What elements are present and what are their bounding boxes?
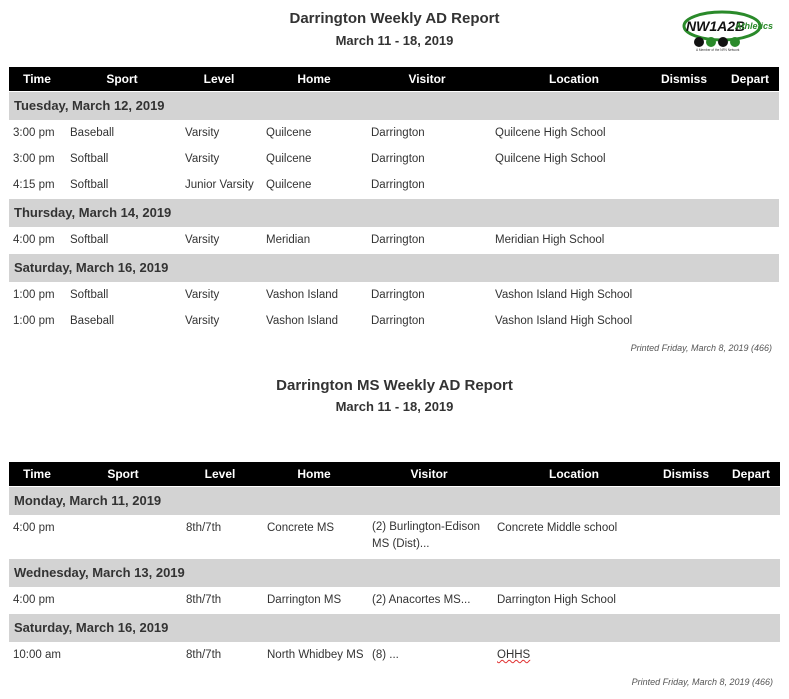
day-header — [9, 254, 779, 282]
table-row — [9, 516, 780, 558]
event-visitor: Darrington — [371, 289, 425, 301]
ms-report-dates: March 11 - 18, 2019 — [335, 399, 454, 414]
event-time: 1:00 pm — [13, 315, 55, 327]
col-visitor: Visitor — [410, 467, 448, 481]
col-visitor: Visitor — [408, 72, 446, 86]
event-home: Vashon Island — [266, 315, 339, 327]
event-location: Concrete Middle school — [497, 522, 618, 534]
svg-text:Athletics: Athletics — [735, 21, 774, 31]
col-level: Level — [203, 72, 235, 86]
svg-text:A Member of the NFN Network: A Member of the NFN Network — [696, 48, 740, 52]
event-visitor: (8) ... — [372, 649, 399, 661]
event-sport: Softball — [70, 153, 109, 165]
event-home: Quilcene — [266, 127, 312, 139]
ms-report-title: Darrington MS Weekly AD Report — [276, 377, 513, 394]
table-row — [9, 228, 779, 254]
day-label: Saturday, March 16, 2019 — [14, 620, 169, 635]
event-time: 4:00 pm — [13, 522, 55, 534]
col-time: Time — [23, 72, 51, 86]
event-location: OHHS — [497, 649, 531, 661]
col-dismiss: Dismiss — [660, 72, 708, 86]
event-home: North Whidbey MS — [267, 649, 364, 661]
event-level: Varsity — [185, 153, 220, 165]
event-level: Varsity — [185, 234, 220, 246]
event-level: Junior Varsity — [185, 179, 254, 191]
day-label: Thursday, March 14, 2019 — [14, 205, 172, 220]
day-header — [9, 559, 780, 587]
event-visitor: (2) Anacortes MS... — [372, 594, 471, 606]
table-row — [9, 283, 779, 309]
event-visitor: (2) Burlington-Edison MS (Dist)... — [372, 521, 481, 550]
day-label: Tuesday, March 12, 2019 — [14, 98, 165, 113]
event-location: Quilcene High School — [495, 127, 606, 139]
event-location: Meridian High School — [495, 234, 605, 246]
col-time: Time — [23, 467, 51, 481]
event-sport: Baseball — [70, 315, 115, 327]
event-visitor: Darrington — [371, 315, 425, 327]
event-home: Quilcene — [266, 179, 312, 191]
table-row — [9, 121, 779, 147]
col-depart: Depart — [730, 72, 769, 86]
event-home: Darrington MS — [267, 594, 342, 606]
hs-report-title: Darrington Weekly AD Report — [289, 10, 500, 27]
day-header — [9, 614, 780, 642]
day-label: Saturday, March 16, 2019 — [14, 260, 169, 275]
event-sport: Softball — [70, 289, 109, 301]
event-location: Quilcene High School — [495, 153, 606, 165]
event-visitor: Darrington — [371, 179, 425, 191]
day-label: Monday, March 11, 2019 — [14, 493, 162, 508]
printed-note: Printed Friday, March 8, 2019 (466) — [631, 677, 773, 687]
event-visitor: Darrington — [371, 127, 425, 139]
hs-table-header — [9, 67, 779, 91]
event-sport: Baseball — [70, 127, 115, 139]
event-level: Varsity — [185, 315, 220, 327]
col-level: Level — [204, 467, 236, 481]
col-sport: Sport — [107, 467, 139, 481]
event-location: Vashon Island High School — [495, 289, 633, 301]
event-level: Varsity — [185, 289, 220, 301]
event-time: 10:00 am — [13, 649, 61, 661]
event-visitor: Darrington — [371, 153, 425, 165]
col-home: Home — [297, 72, 331, 86]
nw1a2b-logo — [682, 8, 778, 52]
event-location: Vashon Island High School — [495, 315, 633, 327]
table-row — [9, 173, 779, 199]
event-sport: Softball — [70, 234, 109, 246]
event-sport: Softball — [70, 179, 109, 191]
day-label: Wednesday, March 13, 2019 — [14, 565, 185, 580]
day-header — [9, 199, 779, 227]
event-time: 1:00 pm — [13, 289, 55, 301]
col-location: Location — [549, 467, 599, 481]
event-home: Vashon Island — [266, 289, 339, 301]
event-time: 4:00 pm — [13, 234, 55, 246]
event-level: 8th/7th — [186, 649, 222, 661]
event-time: 3:00 pm — [13, 127, 55, 139]
printed-note: Printed Friday, March 8, 2019 (466) — [630, 343, 772, 353]
event-level: 8th/7th — [186, 522, 222, 534]
col-dismiss: Dismiss — [662, 467, 710, 481]
event-home: Quilcene — [266, 153, 312, 165]
table-row — [9, 309, 779, 335]
event-location: Darrington High School — [497, 594, 616, 606]
event-level: 8th/7th — [186, 594, 222, 606]
day-header — [9, 487, 780, 515]
event-visitor: Darrington — [371, 234, 425, 246]
col-sport: Sport — [106, 72, 138, 86]
ms-table-header — [9, 462, 780, 486]
event-home: Meridian — [266, 234, 311, 246]
event-home: Concrete MS — [267, 522, 335, 534]
table-row — [9, 643, 780, 669]
day-header — [9, 92, 779, 120]
table-row — [9, 588, 780, 614]
table-row — [9, 147, 779, 173]
event-time: 4:15 pm — [13, 179, 55, 191]
col-depart: Depart — [731, 467, 770, 481]
event-time: 3:00 pm — [13, 153, 55, 165]
event-time: 4:00 pm — [13, 594, 55, 606]
col-location: Location — [549, 72, 599, 86]
hs-report-dates: March 11 - 18, 2019 — [335, 33, 454, 48]
event-level: Varsity — [185, 127, 220, 139]
svg-text:NW1A2B: NW1A2B — [686, 18, 746, 34]
col-home: Home — [297, 467, 331, 481]
